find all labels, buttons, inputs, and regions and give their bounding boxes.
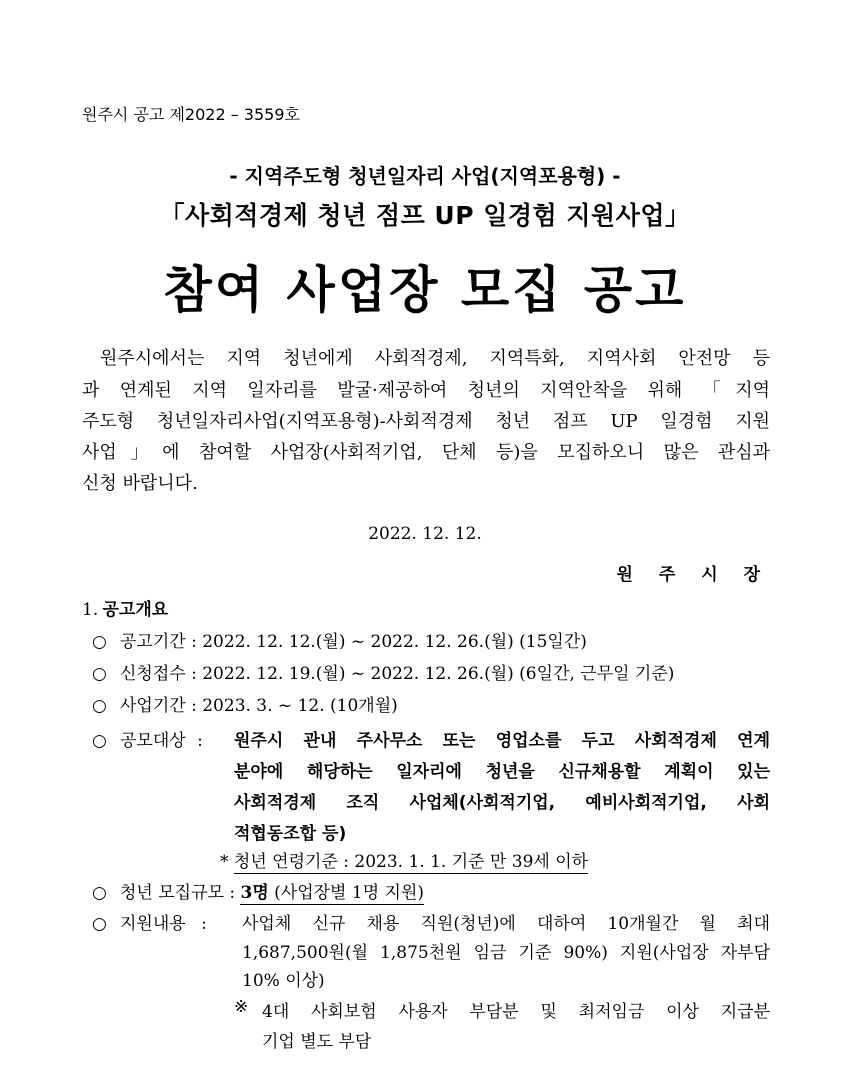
intro-line: 과 연계된 지역 일자리를 발굴·제공하여 청년의 지역안착을 위해 「지역 (82, 380, 770, 401)
subtitle: - 지역주도형 청년일자리 사업(지역포용형) - (229, 164, 621, 188)
scale-count: 3명 (240, 883, 269, 903)
notice-number: 원주시 공고 제2022 – 3559호 (82, 105, 300, 124)
bullet-circle: ○ (92, 914, 107, 934)
scale-colon: : (229, 883, 236, 903)
support-colon: : (201, 914, 207, 934)
intro-line: 원주시에서는 지역 청년에게 사회적경제, 지역특화, 지역사회 안전망 등 (100, 348, 770, 369)
program-title: 「사회적경제 청년 점프 UP 일경험 지원사업」 (159, 201, 691, 230)
support-line: 10% 이상) (242, 971, 325, 991)
support-head (92, 909, 207, 934)
bullet-circle: ○ (92, 664, 107, 684)
scale-label: 청년 모집규모 (120, 883, 224, 903)
support-note-line: 기업 별도 부담 (262, 1032, 372, 1052)
period-label: 공고기간 (120, 632, 186, 652)
business-period-label: 사업기간 (120, 696, 186, 716)
section-label: 공고개요 (102, 600, 169, 620)
target-label: 공모대상 (120, 731, 186, 751)
target-head (92, 726, 203, 751)
bullet-circle: ○ (92, 883, 107, 903)
bullet-circle: ○ (92, 632, 107, 652)
target-line: 적협동조합 등) (234, 824, 347, 844)
intro-line: 사업」에 참여할 사업장(사회적기업, 단체 등)을 모집하오니 많은 관심과 (82, 442, 770, 463)
note-mark: * (220, 852, 229, 872)
item-scale (92, 878, 424, 903)
intro-line: 신청 바랍니다. (82, 473, 198, 494)
section-heading (82, 595, 168, 620)
item-business-period (92, 691, 398, 716)
age-note (220, 847, 588, 872)
application-label: 신청접수 (120, 664, 186, 684)
target-line: 분야에 해당하는 일자리에 청년을 신규채용할 계획이 있는 (234, 762, 770, 782)
support-note-line: 4대 사회보험 사용자 부담분 및 최저임금 이상 지급분 (262, 1002, 770, 1022)
age-criteria: 청년 연령기준 : 2023. 1. 1. 기준 만 39세 이하 (233, 852, 589, 872)
scale-detail: (사업장별 1명 지원) (274, 883, 424, 903)
bullet-circle: ○ (92, 731, 107, 751)
intro-line: 주도형 청년일자리사업(지역포용형)-사회적경제 청년 점프 UP 일경험 지원 (82, 411, 770, 432)
main-title: 참여 사업장 모집 공고 (163, 261, 687, 319)
item-period (92, 627, 587, 652)
bullet-circle: ○ (92, 696, 107, 716)
support-line: 1,687,500원(월 1,875천원 임금 기준 90%) 지원(사업장 자부담 (242, 943, 770, 963)
issuer: 원 주 시 장 (616, 565, 770, 585)
item-application (92, 659, 674, 684)
application-value: : 2022. 12. 19.(월) ~ 2022. 12. 26.(월) (6일간, 근무일 기준) (191, 664, 675, 684)
business-period-value: : 2023. 3. ~ 12. (10개월) (191, 696, 398, 716)
target-line: 사회적경제 조직 사업체(사회적기업, 예비사회적기업, 사회 (234, 793, 770, 813)
period-value: : 2022. 12. 12.(월) ~ 2022. 12. 26.(월) (15일간) (191, 632, 587, 652)
target-colon: : (197, 731, 203, 751)
support-line: 사업체 신규 채용 직원(청년)에 대하여 10개월간 월 최대 (242, 914, 770, 934)
target-line: 원주시 관내 주사무소 또는 영업소를 두고 사회적경제 연계 (234, 731, 770, 751)
support-note-mark: ※ (234, 997, 249, 1017)
section-number: 1. (82, 600, 99, 620)
announcement-date: 2022. 12. 12. (368, 524, 482, 544)
support-label: 지원내용 (120, 914, 186, 934)
